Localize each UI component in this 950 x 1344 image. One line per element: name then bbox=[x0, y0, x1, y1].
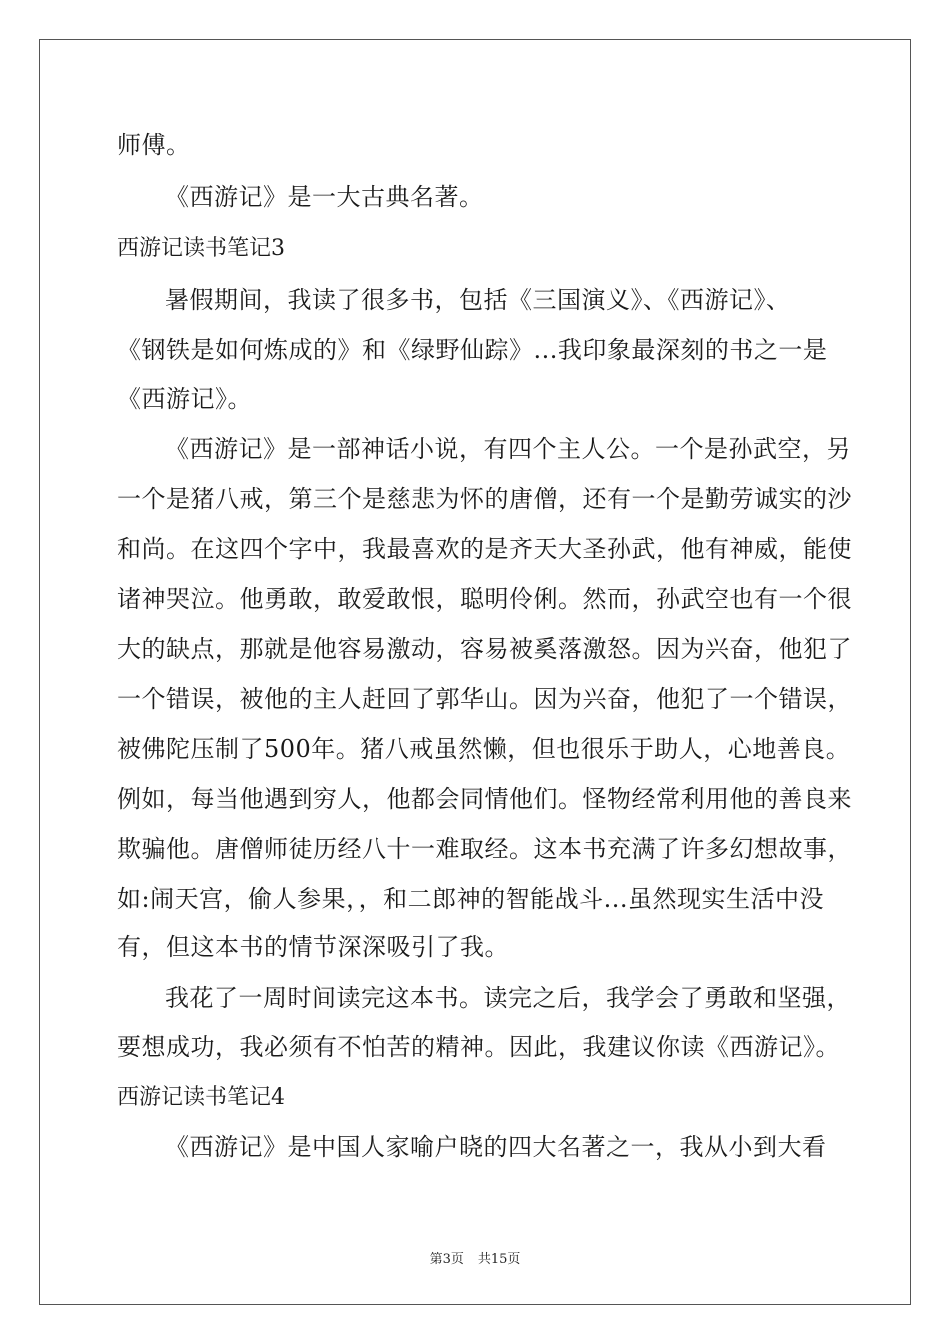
text-line: 例如，每当他遇到穷人，他都会同情他们。怪物经常利用他的善良来 bbox=[117, 785, 852, 813]
page-number: 第3页 bbox=[429, 1252, 464, 1267]
text-line: 《西游记》是一部神话小说，有四个主人公。一个是孙武空，另 bbox=[165, 435, 851, 463]
text-line: 《西游记》是一大古典名著。 bbox=[165, 183, 484, 211]
section-heading: 西游记读书笔记3 bbox=[117, 236, 285, 261]
text-line: 诸神哭泣。他勇敢，敢爱敢恨，聪明伶俐。然而，孙武空也有一个很 bbox=[117, 585, 852, 613]
text-line: 《钢铁是如何炼成的》和《绿野仙踪》...我印象最深刻的书之一是 bbox=[117, 336, 828, 364]
text-line: 如:闹天宫，偷人参果，，和二郎神的智能战斗...虽然现实生活中没 bbox=[117, 885, 824, 913]
text-line: 我花了一周时间读完这本书。读完之后，我学会了勇敢和坚强， bbox=[165, 984, 851, 1012]
text-line: 《西游记》。 bbox=[117, 385, 252, 413]
text-line: 要想成功，我必须有不怕苦的精神。因此，我建议你读《西游记》。 bbox=[117, 1033, 840, 1061]
text-line: 一个是猪八戒，第三个是慈悲为怀的唐僧，还有一个是勤劳诚实的沙 bbox=[117, 485, 852, 513]
text-line: 和尚。在这四个字中，我最喜欢的是齐天大圣孙武，他有神威，能使 bbox=[117, 535, 852, 563]
page-footer bbox=[0, 1248, 950, 1267]
text-line: 被佛陀压制了500年。猪八戒虽然懒，但也很乐于助人，心地善良。 bbox=[117, 735, 851, 763]
page-border bbox=[39, 39, 911, 1305]
text-line: 师傅。 bbox=[117, 131, 191, 159]
text-line: 有，但这本书的情节深深吸引了我。 bbox=[117, 933, 509, 961]
text-line: 一个错误，被他的主人赶回了郭华山。因为兴奋，他犯了一个错误， bbox=[117, 685, 852, 713]
section-heading: 西游记读书笔记4 bbox=[117, 1085, 285, 1110]
text-line: 《西游记》是中国人家喻户晓的四大名著之一，我从小到大看 bbox=[165, 1133, 827, 1161]
text-line: 欺骗他。唐僧师徒历经八十一难取经。这本书充满了许多幻想故事， bbox=[117, 835, 852, 863]
text-line: 暑假期间，我读了很多书，包括《三国演义》、《西游记》、 bbox=[165, 286, 791, 314]
text-line: 大的缺点，那就是他容易激动，容易被奚落激怒。因为兴奋，他犯了 bbox=[117, 635, 852, 663]
page-total: 共15页 bbox=[477, 1252, 521, 1267]
